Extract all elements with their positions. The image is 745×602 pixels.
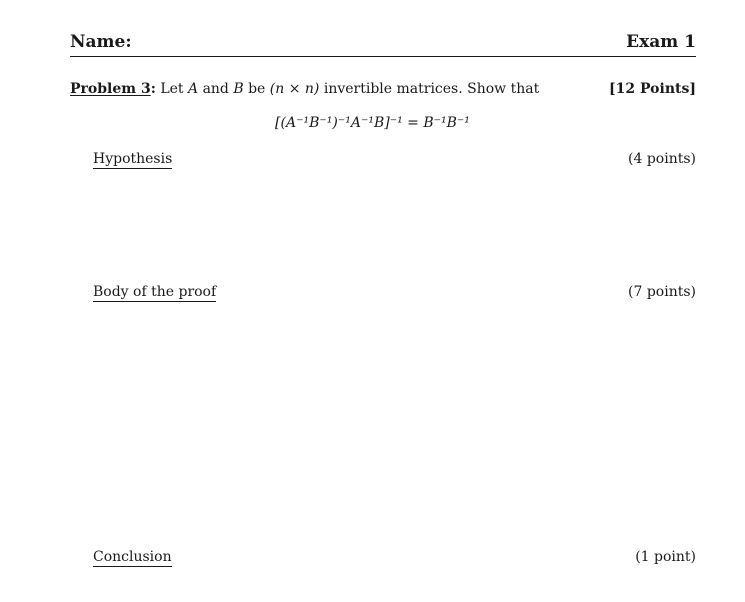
exam-header bbox=[70, 30, 696, 57]
body-section bbox=[93, 284, 696, 302]
problem-statement bbox=[70, 81, 696, 97]
problem-label: Problem 3 bbox=[70, 81, 151, 97]
conclusion-title: Conclusion bbox=[93, 549, 172, 565]
equation bbox=[0, 115, 745, 131]
problem-text-and: and bbox=[202, 81, 229, 97]
body-title: Body of the proof bbox=[93, 284, 217, 300]
hypothesis-title: Hypothesis bbox=[93, 151, 173, 167]
matrix-a: A bbox=[187, 81, 199, 97]
conclusion-section bbox=[93, 549, 696, 567]
matrix-b: B bbox=[233, 81, 244, 97]
equation-rhs: B⁻¹B⁻¹ bbox=[423, 115, 470, 131]
problem-text-let: Let bbox=[160, 81, 184, 97]
problem-text-be: be bbox=[248, 81, 266, 97]
problem-points: [12 Points] bbox=[609, 81, 696, 97]
equation-equals: = bbox=[407, 115, 419, 131]
equation-lhs: [(A⁻¹B⁻¹)⁻¹A⁻¹B]⁻¹ bbox=[275, 115, 403, 131]
exam-title: Exam 1 bbox=[626, 32, 696, 52]
problem-colon: : bbox=[150, 81, 156, 97]
matrix-dimensions: (n × n) bbox=[269, 81, 320, 97]
hypothesis-section bbox=[93, 151, 696, 169]
hypothesis-points: (4 points) bbox=[628, 151, 696, 167]
body-points: (7 points) bbox=[628, 284, 696, 300]
problem-text-rest: invertible matrices. Show that bbox=[323, 81, 540, 97]
conclusion-points: (1 point) bbox=[635, 549, 696, 565]
name-label: Name: bbox=[70, 32, 132, 52]
